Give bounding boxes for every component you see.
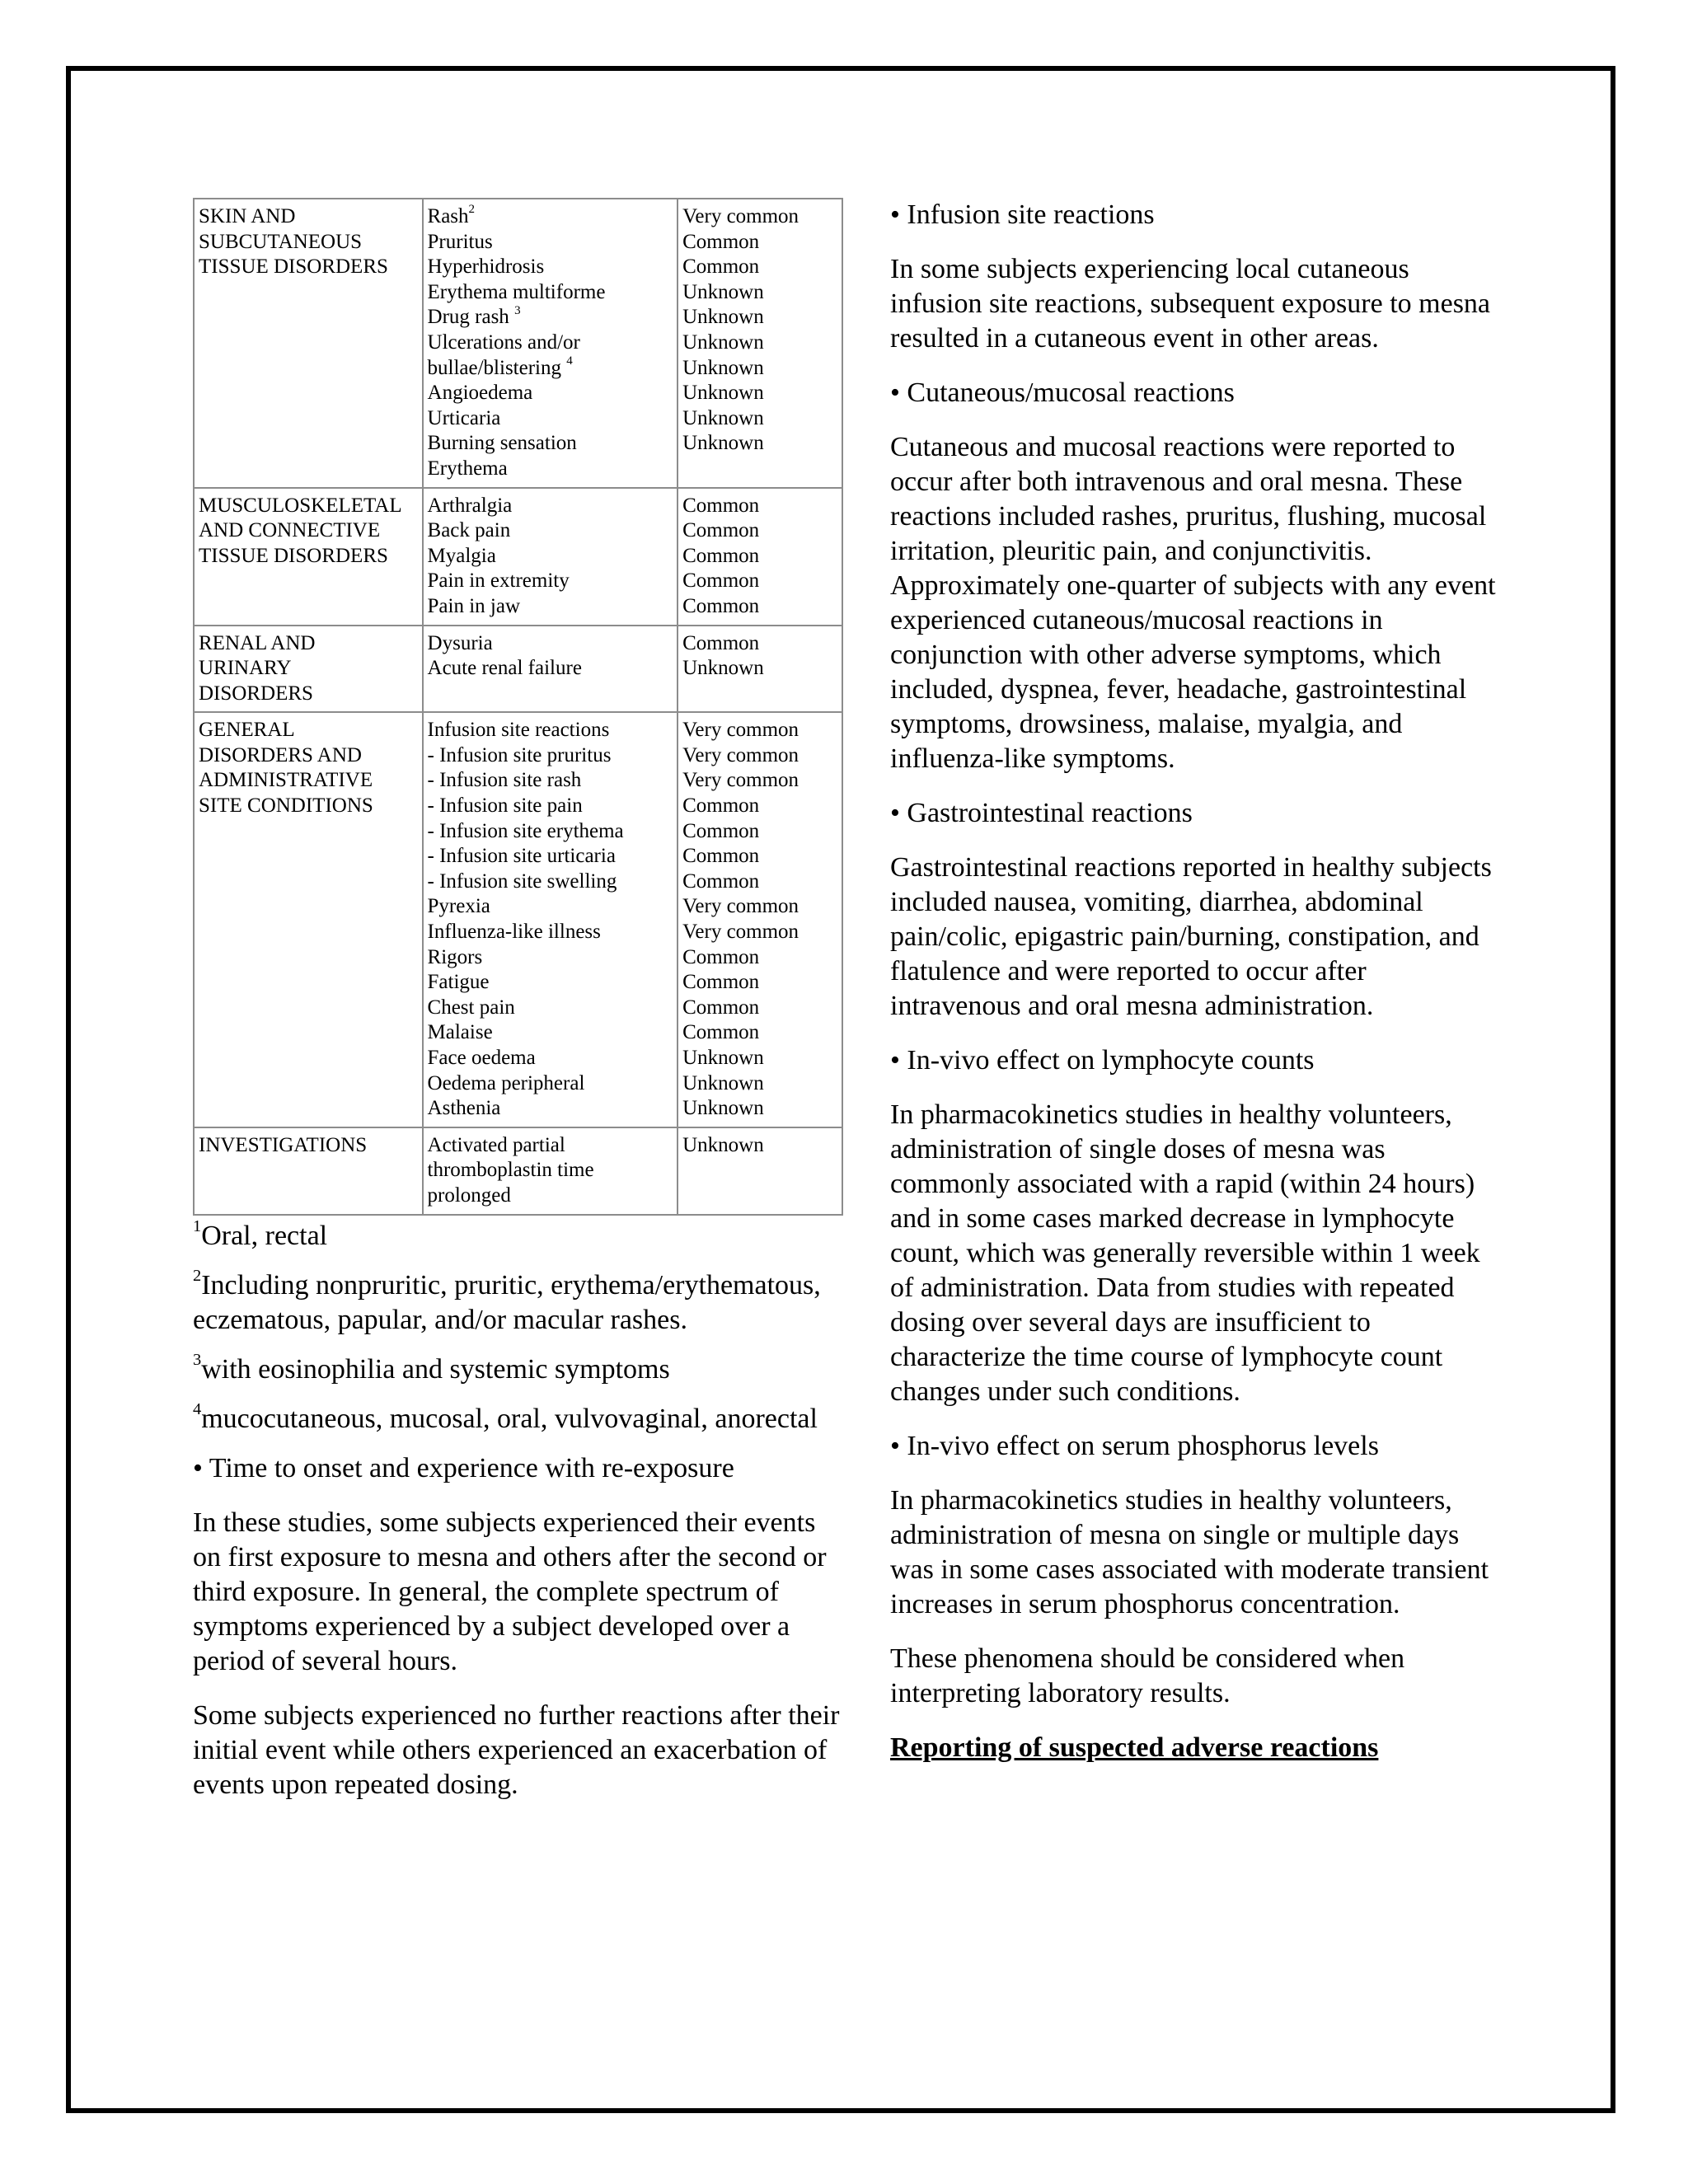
adverse-reaction-term: [428, 204, 674, 230]
adverse-reaction-term-text: bullae/blistering: [427, 356, 567, 379]
table-row: [194, 488, 842, 626]
section-heading-time-to-onset: • Time to onset and experience with re-exposure: [193, 1452, 734, 1483]
adverse-reaction-term-text: - Infusion site urticaria: [427, 845, 616, 868]
footnote-3: $^3$with eosinophilia and systemic symptoms: [193, 1351, 670, 1385]
frequency-value: Common: [682, 945, 760, 968]
adverse-reaction-term-text: Back pain: [427, 519, 511, 542]
section-heading-lymphocyte: • In-vivo effect on lymphocyte counts: [890, 1045, 1315, 1076]
adverse-reaction-term: [428, 381, 674, 406]
adverse-reaction-term-text: Chest pain: [427, 996, 515, 1019]
system-organ-class-line: RENAL AND: [199, 631, 316, 654]
adverse-reaction-term: [428, 230, 674, 255]
adverse-reaction-term: [428, 356, 674, 382]
adverse-reaction-term-text: Activated partial: [427, 1133, 565, 1156]
frequency-cell: [678, 199, 842, 488]
system-organ-class-line: SUBCUTANEOUS: [199, 230, 363, 253]
adverse-reaction-term-text: Myalgia: [427, 544, 496, 567]
adverse-reaction-term-text: Dysuria: [427, 631, 493, 654]
frequency-value: Unknown: [682, 1133, 764, 1156]
system-organ-class-line: URINARY: [199, 657, 292, 680]
frequency-value: Unknown: [682, 356, 764, 379]
adverse-reaction-term: [428, 996, 674, 1021]
adverse-reaction-term: [428, 255, 674, 280]
right-column: [890, 198, 1500, 1765]
adverse-reaction-term: [428, 431, 674, 457]
adverse-reaction-term: [428, 894, 674, 920]
adverse-reaction-term-text: Face oedema: [427, 1047, 536, 1069]
footnotes: [193, 1219, 844, 1436]
adverse-reaction-term-text: Infusion site reactions: [427, 719, 610, 742]
adverse-reaction-cell: [423, 712, 678, 1127]
adverse-reactions-table: [193, 198, 843, 1216]
adverse-reaction-term-text: Acute renal failure: [427, 657, 582, 680]
frequency-value: Very common: [682, 921, 799, 944]
frequency-value: Unknown: [682, 382, 764, 405]
frequency-value: Common: [682, 1021, 760, 1044]
adverse-reaction-term-text: - Infusion site pruritus: [427, 743, 612, 766]
adverse-reaction-term-text: Erythema multiforme: [427, 280, 606, 303]
frequency-value: Very common: [682, 743, 799, 766]
adverse-reaction-term: [428, 1096, 674, 1122]
adverse-reaction-term: [428, 457, 674, 482]
frequency-cell: [678, 1127, 842, 1215]
system-organ-class-line: MUSCULOSKELETAL: [199, 494, 402, 517]
adverse-reaction-term-text: Erythema: [427, 457, 508, 480]
adverse-reaction-term: [428, 280, 674, 306]
paragraph-lymphocyte: In pharmacokinetics studies in healthy volunteers, administration of single doses of mesna was commonly associated with a rapid (within 24 hours) and in some cases marked decrease in lymphocyte count, which was generally reversible within 1 week of administration. Data from studies with repeated dosing over several days are insufficient to characterize the time course of lymphocyte count changes under such conditions.: [890, 1099, 1480, 1407]
adverse-reaction-term: [428, 656, 674, 682]
adverse-reaction-term-text: Rigors: [427, 945, 483, 968]
adverse-reaction-term: [428, 819, 674, 845]
adverse-reaction-term-text: Pain in jaw: [427, 594, 521, 617]
adverse-reaction-term: [428, 1133, 674, 1159]
frequency-value: Unknown: [682, 1047, 764, 1069]
system-organ-class-cell: [194, 1127, 423, 1215]
adverse-reaction-term-text: prolonged: [427, 1183, 511, 1207]
adverse-reaction-term: [428, 406, 674, 432]
adverse-reaction-term-text: Angioedema: [427, 382, 533, 405]
adverse-reaction-term: [428, 794, 674, 819]
frequency-value: Very common: [682, 719, 799, 742]
section-heading-phosphorus: • In-vivo effect on serum phosphorus levels: [890, 1431, 1379, 1461]
frequency-value: Unknown: [682, 306, 764, 329]
system-organ-class-line: SKIN AND: [199, 205, 296, 227]
frequency-value: Unknown: [682, 432, 764, 455]
adverse-reaction-term-text: Influenza-like illness: [427, 921, 601, 944]
frequency-value: Unknown: [682, 1071, 764, 1094]
adverse-reaction-term-text: Hyperhidrosis: [427, 255, 545, 279]
adverse-reaction-term-text: thromboplastin time: [427, 1159, 594, 1182]
system-organ-class-line: TISSUE DISORDERS: [199, 544, 388, 567]
system-organ-class-line: ADMINISTRATIVE: [199, 769, 373, 792]
frequency-value: Common: [682, 996, 760, 1019]
adverse-reaction-term-text: Drug rash: [427, 306, 515, 329]
adverse-reaction-term: [428, 631, 674, 657]
adverse-reaction-term: [428, 970, 674, 996]
frequency-value: Very common: [682, 895, 799, 918]
adverse-reaction-term-text: - Infusion site pain: [427, 794, 583, 818]
frequency-value: Common: [682, 631, 760, 654]
frequency-value: Common: [682, 494, 760, 517]
adverse-reaction-term: [428, 544, 674, 569]
adverse-reaction-term-text: Fatigue: [427, 971, 490, 994]
adverse-reaction-term-text: - Infusion site erythema: [427, 819, 624, 842]
adverse-reaction-term-text: Rash: [427, 205, 469, 227]
frequency-value: Common: [682, 255, 760, 279]
adverse-reaction-term: [428, 743, 674, 769]
system-organ-class-cell: [194, 488, 423, 626]
frequency-value: Common: [682, 519, 760, 542]
system-organ-class-cell: [194, 626, 423, 713]
adverse-reaction-term: [428, 518, 674, 544]
footnote-1: $^1$Oral, rectal: [193, 1217, 328, 1251]
table-row: [194, 712, 842, 1127]
table-row: [194, 626, 842, 713]
frequency-value: Common: [682, 869, 760, 893]
paragraph-considerations: These phenomena should be considered when interpreting laboratory results.: [890, 1643, 1405, 1708]
system-organ-class-line: AND CONNECTIVE: [199, 519, 381, 542]
section-heading-infusion-site: • Infusion site reactions: [890, 199, 1155, 230]
frequency-value: Unknown: [682, 1097, 764, 1120]
adverse-reaction-term: [428, 844, 674, 869]
adverse-reaction-term-text: Pruritus: [427, 230, 493, 253]
system-organ-class-line: DISORDERS: [199, 682, 313, 705]
adverse-reaction-term: [428, 594, 674, 620]
section-heading-cutaneous-mucosal: • Cutaneous/mucosal reactions: [890, 377, 1235, 408]
system-organ-class-cell: [194, 712, 423, 1127]
adverse-reaction-cell: [423, 488, 678, 626]
paragraph-phosphorus: In pharmacokinetics studies in healthy volunteers, administration of mesna on single or multiple days was in some cases associated with moderate transient increases in serum phosphorus concentration.: [890, 1485, 1489, 1619]
adverse-reaction-term-text: Burning sensation: [427, 432, 577, 455]
adverse-reaction-cell: [423, 626, 678, 713]
table-row: [194, 199, 842, 488]
system-organ-class-line: TISSUE DISORDERS: [199, 255, 388, 279]
frequency-cell: [678, 626, 842, 713]
footnote-reference: 2: [468, 203, 476, 217]
system-organ-class-line: DISORDERS AND: [199, 743, 362, 766]
adverse-reaction-term-text: Urticaria: [427, 406, 501, 429]
footnote-reference: 4: [566, 354, 573, 368]
adverse-reaction-term: [428, 718, 674, 743]
adverse-reaction-cell: [423, 199, 678, 488]
frequency-value: Common: [682, 971, 760, 994]
frequency-value: Common: [682, 230, 760, 253]
frequency-value: Unknown: [682, 657, 764, 680]
system-organ-class-line: GENERAL: [199, 719, 295, 742]
adverse-reaction-term: [428, 1046, 674, 1071]
frequency-value: Common: [682, 569, 760, 593]
paragraph-infusion-site: In some subjects experiencing local cutaneous infusion site reactions, subsequent exposure to mesna resulted in a cutaneous event in other areas.: [890, 254, 1491, 354]
frequency-value: Unknown: [682, 280, 764, 303]
paragraph-repeated-dosing: Some subjects experienced no further reactions after their initial event while others experienced an exacerbation of events upon repeated dosing.: [193, 1699, 840, 1800]
paragraph-time-to-onset: In these studies, some subjects experienced their events on first exposure to mesna and others after the second or third exposure. In general, the complete spectrum of symptoms experienced by a subject developed over a period of several hours.: [193, 1507, 827, 1676]
adverse-reaction-term-text: Ulcerations and/or: [427, 330, 580, 354]
adverse-reaction-term-text: - Infusion site rash: [427, 769, 582, 792]
adverse-reaction-term: [428, 1020, 674, 1046]
adverse-reaction-term: [428, 330, 674, 356]
adverse-reaction-term-text: Oedema peripheral: [427, 1071, 585, 1094]
adverse-reaction-term-text: Asthenia: [427, 1097, 501, 1120]
frequency-value: Unknown: [682, 406, 764, 429]
adverse-reaction-term-text: Pain in extremity: [427, 569, 570, 593]
frequency-value: Common: [682, 794, 760, 818]
frequency-value: Common: [682, 845, 760, 868]
frequency-value: Common: [682, 819, 760, 842]
frequency-value: Very common: [682, 769, 799, 792]
adverse-reaction-term: [428, 569, 674, 594]
system-organ-class-line: SITE CONDITIONS: [199, 794, 373, 818]
adverse-reaction-term: [428, 768, 674, 794]
adverse-reaction-term-text: - Infusion site swelling: [427, 869, 617, 893]
adverse-reaction-term: [428, 920, 674, 945]
frequency-cell: [678, 488, 842, 626]
footnote-reference: 3: [514, 303, 521, 317]
table-row: [194, 1127, 842, 1215]
adverse-reaction-term-text: Pyrexia: [427, 895, 490, 918]
reporting-heading: Reporting of suspected adverse reactions: [890, 1732, 1379, 1763]
frequency-cell: [678, 712, 842, 1127]
frequency-value: Very common: [682, 205, 799, 227]
frequency-value: Common: [682, 594, 760, 617]
adverse-reaction-term: [428, 945, 674, 971]
adverse-reaction-term: [428, 494, 674, 519]
adverse-reaction-term: [428, 305, 674, 330]
adverse-reaction-term: [428, 1158, 674, 1183]
adverse-reaction-term: [428, 869, 674, 895]
footnote-2: $^2$Including nonpruritic, pruritic, erythema/erythematous, eczematous, papular, and/or macular rashes.: [193, 1267, 821, 1335]
frequency-value: Unknown: [682, 330, 764, 354]
adverse-reaction-term: [428, 1071, 674, 1097]
adverse-reaction-term-text: Malaise: [427, 1021, 493, 1044]
adverse-reaction-term: [428, 1183, 674, 1209]
adverse-reaction-cell: [423, 1127, 678, 1215]
system-organ-class-line: INVESTIGATIONS: [199, 1133, 368, 1156]
frequency-value: Common: [682, 544, 760, 567]
system-organ-class-cell: [194, 199, 423, 488]
left-column: [193, 198, 844, 1822]
adverse-reaction-term-text: Arthralgia: [427, 494, 513, 517]
paragraph-cutaneous-mucosal: Cutaneous and mucosal reactions were reported to occur after both intravenous and oral mesna. These reactions included rashes, pruritus, flushing, mucosal irritation, pleuritic pain, and conjunctivitis. Approximately one-quarter of subjects with any event experienced cutaneous/mucosal reactions in conjunction with other adverse symptoms, which included, dyspnea, fever, headache, gastrointestinal symptoms, drowsiness, malaise, myalgia, and influenza-like symptoms.: [890, 432, 1496, 774]
footnote-4: $^4$mucocutaneous, mucosal, oral, vulvovaginal, anorectal: [193, 1400, 818, 1434]
section-heading-gastrointestinal: • Gastrointestinal reactions: [890, 798, 1193, 828]
paragraph-gastrointestinal: Gastrointestinal reactions reported in healthy subjects included nausea, vomiting, diarrhea, abdominal pain/colic, epigastric pain/burning, constipation, and flatulence and were reported to occur after intravenous and oral mesna administration.: [890, 852, 1492, 1021]
